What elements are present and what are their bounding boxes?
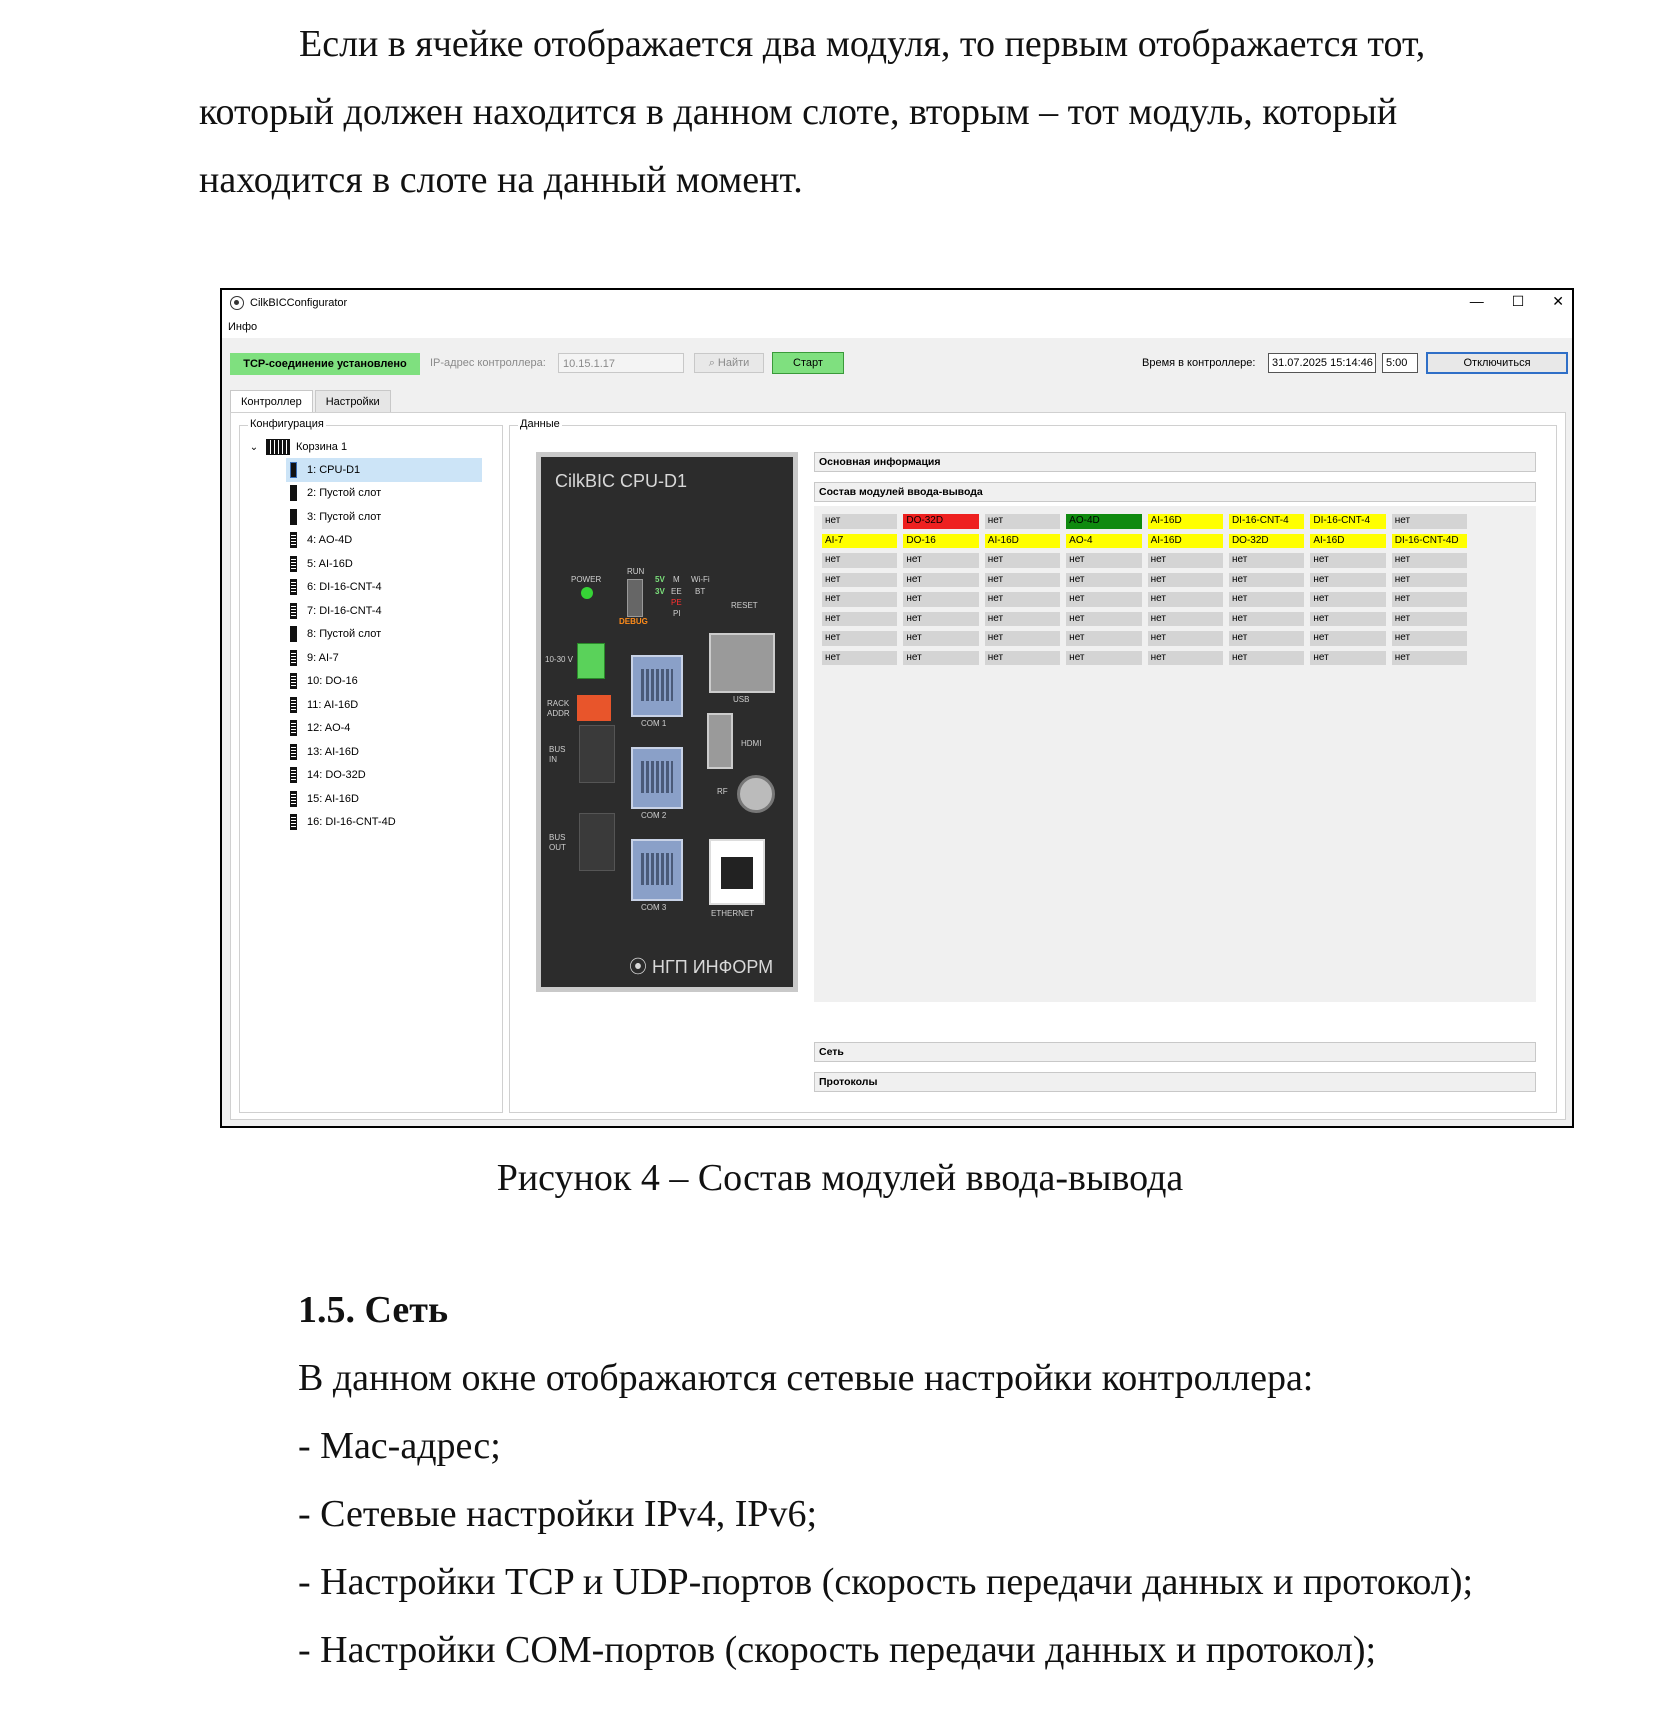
module-icon (290, 556, 297, 572)
io-module-cell: нет (903, 651, 978, 666)
section-network[interactable]: Сеть (814, 1042, 1536, 1062)
window-title: CilkBICConfigurator (250, 297, 348, 309)
timezone-field[interactable]: 5:00 (1382, 353, 1418, 373)
tab-pane (230, 412, 1566, 1120)
io-module-cell: нет (1392, 514, 1467, 529)
bt-label: BT (695, 587, 706, 596)
io-module-cell: нет (903, 631, 978, 646)
tree-item[interactable] (248, 740, 496, 764)
tree-item-label: 15: AI-16D (307, 792, 359, 805)
tree-item[interactable] (248, 482, 496, 506)
tree-item-label: 14: DO-32D (307, 769, 366, 782)
io-modules-grid (822, 514, 1473, 665)
com2-port (631, 747, 683, 809)
io-modules-panel (814, 506, 1536, 1002)
tree-item-label: 8: Пустой слот (307, 628, 382, 641)
io-module-cell: нет (1148, 631, 1223, 646)
configuration-title: Конфигурация (250, 418, 324, 430)
io-module-cell: нет (1066, 573, 1141, 588)
io-module-cell: DI-16-CNT-4 (1310, 514, 1385, 529)
disconnect-button[interactable]: Отключиться (1426, 352, 1568, 374)
io-module-cell: DO-16 (903, 534, 978, 549)
tab-controller[interactable]: Контроллер (230, 390, 313, 413)
bus-in-label-2: IN (549, 755, 557, 764)
menu-info[interactable]: Инфо (228, 321, 258, 333)
io-module-cell: нет (1392, 612, 1467, 627)
io-module-cell: нет (903, 573, 978, 588)
io-module-cell: нет (1066, 592, 1141, 607)
ethernet-label: ETHERNET (711, 909, 755, 918)
tree-item-label: 16: DI-16-CNT-4D (307, 816, 396, 829)
io-module-cell: AI-16D (1148, 514, 1223, 529)
io-module-cell: AI-16D (1148, 534, 1223, 549)
io-module-cell: нет (985, 651, 1060, 666)
hdmi-label: HDMI (741, 739, 762, 748)
connection-status: TCP-соединение установлено (230, 353, 420, 375)
io-module-cell: AO-4D (1066, 514, 1141, 529)
io-module-cell: DO-32D (1229, 534, 1304, 549)
module-icon (290, 603, 297, 619)
menu-bar (222, 316, 1572, 338)
module-icon (290, 532, 297, 548)
io-module-cell: AI-16D (985, 534, 1060, 549)
rf-label: RF (717, 787, 728, 796)
io-module-cell: нет (1229, 631, 1304, 646)
io-module-cell: нет (822, 573, 897, 588)
tree-item[interactable] (248, 529, 496, 553)
com3-label: COM 3 (641, 903, 667, 912)
io-module-cell: нет (1392, 592, 1467, 607)
brand-name: НГП ИНФОРМ (652, 957, 774, 977)
bus-out-label-2: OUT (549, 843, 566, 852)
rf-connector (737, 775, 775, 813)
io-module-cell: нет (822, 514, 897, 529)
empty-slot-icon (290, 509, 297, 525)
chevron-down-icon[interactable]: ⌄ (249, 441, 259, 453)
tree-item[interactable] (248, 787, 496, 811)
module-icon (290, 650, 297, 666)
hdmi-port (707, 713, 733, 769)
io-module-cell: нет (1229, 612, 1304, 627)
io-module-cell: нет (1148, 573, 1223, 588)
io-module-cell: нет (985, 514, 1060, 529)
io-module-cell: нет (1392, 631, 1467, 646)
io-module-cell: нет (1066, 612, 1141, 627)
io-module-cell: нет (903, 553, 978, 568)
module-icon (290, 697, 297, 713)
tree-item-label: 5: AI-16D (307, 557, 353, 570)
rack-address-switch (577, 695, 611, 721)
data-title: Данные (520, 418, 560, 430)
tree-item[interactable] (248, 623, 496, 647)
module-icon (290, 720, 297, 736)
io-module-cell: DI-16-CNT-4D (1392, 534, 1467, 549)
io-module-cell: нет (1066, 651, 1141, 666)
configuration-tree (248, 436, 496, 834)
tree-item[interactable] (248, 764, 496, 788)
io-module-cell: нет (822, 651, 897, 666)
io-module-cell: нет (1310, 651, 1385, 666)
io-module-cell: нет (1148, 592, 1223, 607)
io-module-cell: нет (1148, 612, 1223, 627)
io-module-cell: нет (822, 612, 897, 627)
brand-logo (629, 957, 773, 977)
intro-paragraph: Если в ячейке отображается два модуля, то первым отображается тот, который должен находится в данном слоте, вторым – тот модуль, который находится в слоте на данный момент. (199, 23, 1426, 201)
controller-time-field[interactable]: 31.07.2025 15:14:46 (1268, 353, 1376, 373)
tree-item[interactable] (248, 505, 496, 529)
3v-label: 3V (655, 587, 665, 596)
tree-item-label: 10: DO-16 (307, 675, 358, 688)
tree-item-label: 1: CPU-D1 (307, 463, 361, 476)
io-module-cell: нет (1229, 592, 1304, 607)
io-module-cell: AI-7 (822, 534, 897, 549)
section-intro: В данном окне отображаются сетевые настройки контроллера: (298, 1357, 1314, 1399)
m-label: M (673, 575, 680, 584)
io-module-cell: нет (822, 592, 897, 607)
empty-slot-icon (290, 626, 297, 642)
tab-bar (230, 390, 393, 413)
tree-item-label: 12: AO-4 (307, 722, 351, 735)
tree-item[interactable] (286, 458, 482, 482)
usb-label: USB (733, 695, 750, 704)
com1-port (631, 655, 683, 717)
tree-item-label: 7: DI-16-CNT-4 (307, 604, 382, 617)
io-module-cell: нет (1392, 573, 1467, 588)
io-module-cell: нет (1229, 553, 1304, 568)
empty-slot-icon (290, 485, 297, 501)
module-icon (290, 814, 297, 830)
power-label: POWER (571, 575, 602, 584)
5v-label: 5V (655, 575, 665, 584)
tree-item-label: 3: Пустой слот (307, 510, 382, 523)
io-module-cell: нет (1310, 592, 1385, 607)
module-icon (290, 579, 297, 595)
module-icon (290, 791, 297, 807)
tree-item-label: 11: AI-16D (307, 698, 359, 711)
io-module-cell: нет (985, 592, 1060, 607)
io-module-cell: нет (1066, 553, 1141, 568)
bus-out-label-1: BUS (549, 833, 566, 842)
start-button[interactable]: Старт (772, 352, 844, 374)
io-module-cell: нет (985, 612, 1060, 627)
io-module-cell: нет (1310, 612, 1385, 627)
io-module-cell: DO-32D (903, 514, 978, 529)
tree-item[interactable] (248, 576, 496, 600)
bus-in-connector (579, 725, 615, 783)
ethernet-port (709, 839, 765, 905)
io-module-cell: AO-4 (1066, 534, 1141, 549)
io-module-cell: нет (903, 612, 978, 627)
ee-label: EE (671, 587, 682, 596)
io-module-cell: DI-16-CNT-4 (1229, 514, 1304, 529)
tree-item[interactable] (248, 599, 496, 623)
debug-label: DEBUG (619, 617, 648, 626)
pe-label: PE (671, 598, 682, 607)
rack-label: RACK (547, 699, 570, 708)
power-terminal (577, 643, 605, 679)
section-heading: 1.5. Сеть (298, 1289, 449, 1331)
com3-port (631, 839, 683, 901)
data-group (509, 418, 1557, 1113)
tree-item-label: 13: AI-16D (307, 745, 359, 758)
tree-item-label: 9: AI-7 (307, 651, 339, 664)
device-image (536, 452, 798, 992)
ip-label: IP-адрес контроллера: (430, 357, 546, 369)
usb-port (709, 633, 775, 693)
pi-label: PI (673, 609, 681, 618)
tree-root-label: Корзина 1 (296, 441, 348, 453)
io-module-cell: нет (1310, 553, 1385, 568)
io-module-cell: нет (1229, 573, 1304, 588)
reset-label: RESET (731, 601, 758, 610)
io-module-cell: AI-16D (1310, 534, 1385, 549)
power-led (581, 587, 593, 599)
bus-in-label-1: BUS (549, 745, 566, 754)
run-label: RUN (627, 567, 645, 576)
tree-item-label: 4: AO-4D (307, 534, 353, 547)
io-module-cell: нет (985, 631, 1060, 646)
tree-root[interactable] (248, 436, 496, 458)
io-module-cell: нет (822, 631, 897, 646)
section-protocols[interactable]: Протоколы (814, 1072, 1536, 1092)
search-icon: ⌕ (708, 356, 715, 369)
io-module-cell: нет (1392, 651, 1467, 666)
io-module-cell: нет (1148, 553, 1223, 568)
io-module-cell: нет (1066, 631, 1141, 646)
bullet-item: - Настройки TCP и UDP-портов (скорость передачи данных и протокол); (298, 1561, 1474, 1603)
tree-item[interactable] (248, 646, 496, 670)
brand-icon: ⦿ (629, 957, 647, 977)
io-module-cell: нет (1392, 553, 1467, 568)
section-main-info[interactable]: Основная информация (814, 452, 1536, 472)
io-module-cell: нет (1229, 651, 1304, 666)
rack-icon (266, 439, 290, 455)
tree-item[interactable] (248, 717, 496, 741)
bus-out-connector (579, 813, 615, 871)
tree-item[interactable] (248, 811, 496, 835)
configuration-group (239, 418, 503, 1113)
io-module-cell: нет (1310, 573, 1385, 588)
figure-caption: Рисунок 4 – Состав модулей ввода-вывода (496, 1157, 1184, 1199)
close-icon[interactable]: ✕ (1552, 293, 1564, 309)
tree-item-label: 6: DI-16-CNT-4 (307, 581, 382, 594)
app-window (220, 288, 1574, 1128)
com2-label: COM 2 (641, 811, 667, 820)
ip-input[interactable]: 10.15.1.17 (558, 353, 684, 373)
io-module-cell: нет (985, 553, 1060, 568)
run-switch (627, 579, 643, 617)
tree-item[interactable] (248, 552, 496, 576)
app-icon (230, 296, 244, 310)
module-icon (290, 767, 297, 783)
module-icon (290, 462, 297, 478)
bullet-item: - Мас-адрес; (298, 1425, 501, 1467)
tree-item[interactable] (248, 693, 496, 717)
find-button[interactable] (694, 353, 764, 373)
module-icon (290, 744, 297, 760)
time-label: Время в контроллере: (1142, 357, 1256, 369)
com1-label: COM 1 (641, 719, 667, 728)
tree-item[interactable] (248, 670, 496, 694)
device-model: CilkBIC CPU-D1 (555, 471, 688, 491)
maximize-icon[interactable]: ☐ (1511, 293, 1525, 309)
io-module-cell: нет (903, 592, 978, 607)
power-in-label: 10-30 V (545, 655, 574, 664)
bullet-item: - Сетевые настройки IPv4, IPv6; (298, 1493, 818, 1535)
find-label: Найти (717, 357, 750, 369)
tree-item-label: 2: Пустой слот (307, 487, 382, 500)
title-bar (222, 290, 1572, 316)
io-module-cell: нет (1310, 631, 1385, 646)
io-module-cell: нет (1148, 651, 1223, 666)
io-module-cell: нет (822, 553, 897, 568)
toolbar (222, 352, 1572, 378)
module-icon (290, 673, 297, 689)
bullet-item: - Настройки СОМ-портов (скорость передачи данных и протокол); (298, 1629, 1377, 1671)
addr-label: ADDR (547, 709, 570, 718)
minimize-icon[interactable]: — (1469, 293, 1484, 309)
tab-settings[interactable]: Настройки (315, 390, 391, 413)
section-io-modules[interactable]: Состав модулей ввода-вывода (814, 482, 1536, 502)
wifi-label: Wi-Fi (691, 575, 710, 584)
io-module-cell: нет (985, 573, 1060, 588)
